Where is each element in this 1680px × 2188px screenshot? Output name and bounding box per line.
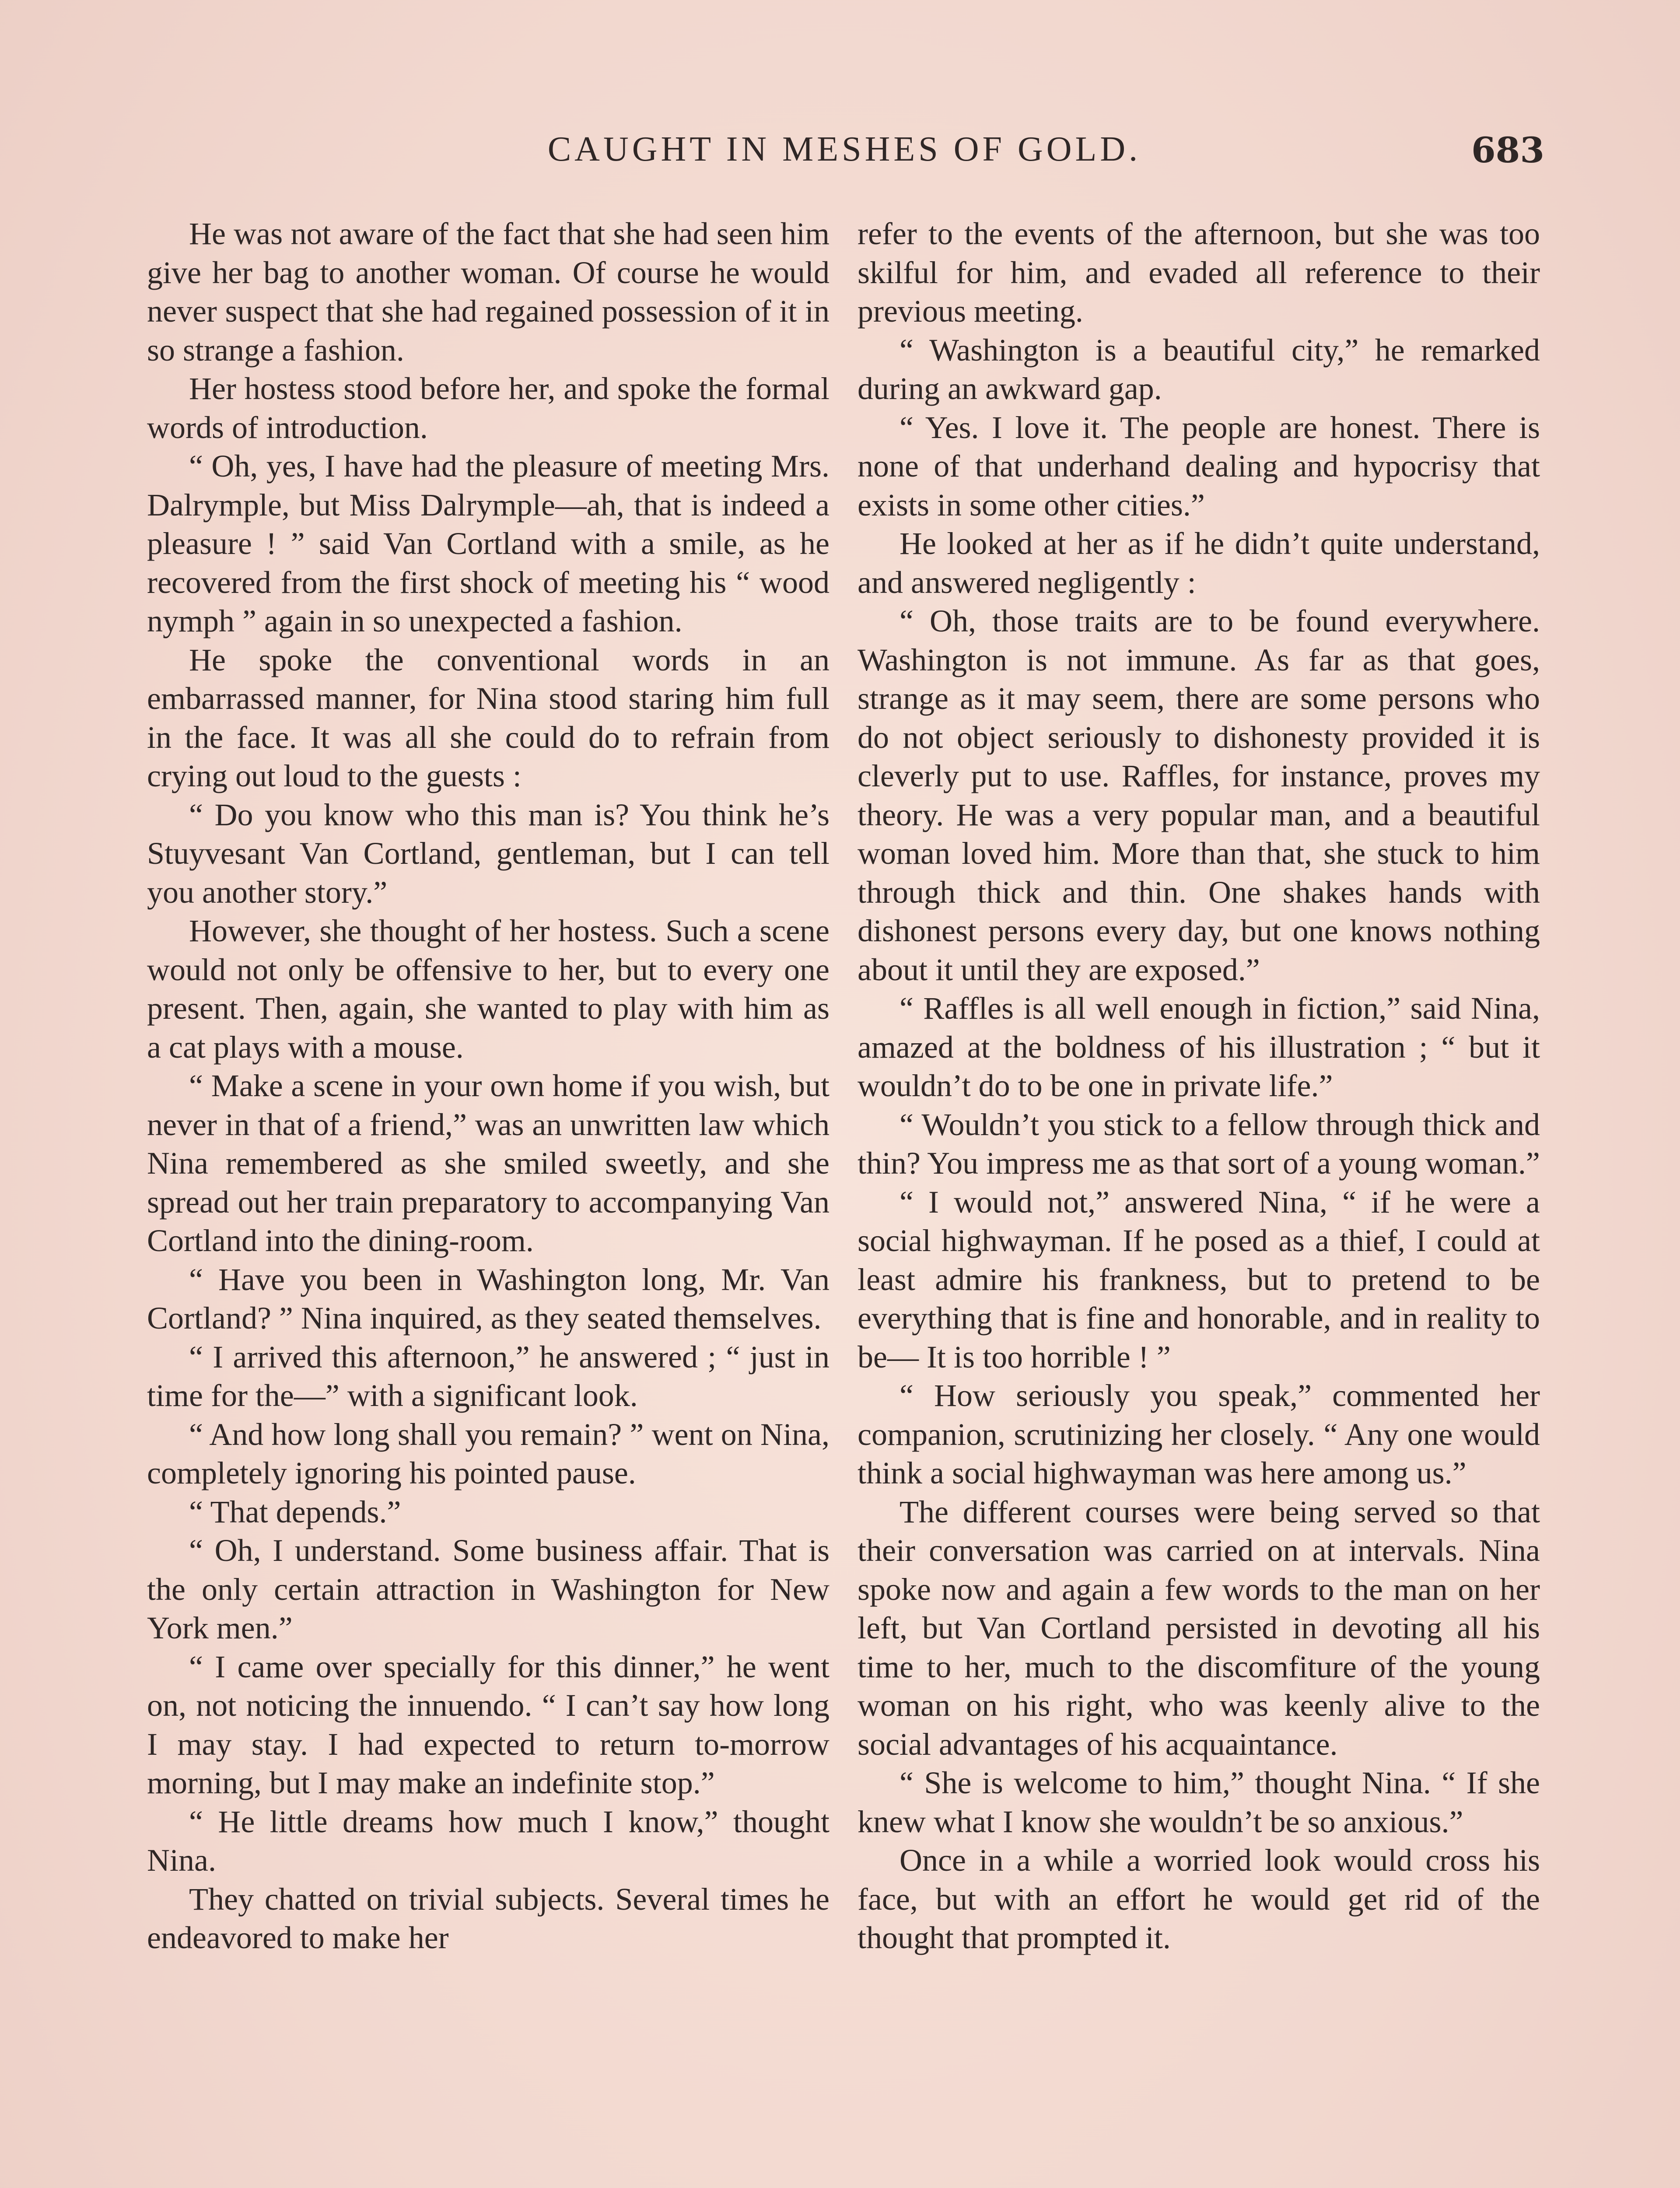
running-title: CAUGHT IN MESHES OF GOLD. — [547, 130, 1141, 168]
paragraph: “ I came over specially for this dinner,” he went on, not noticing the innuendo. “ I can’t say how long I may stay. I had expected to return to-morrow morning, but I may make an indefinite stop.” — [147, 1649, 830, 1800]
paragraph: “ She is welcome to him,” thought Nina. “ If she knew what I know she wouldn’t be so anxious.” — [858, 1765, 1540, 1839]
paragraph: “ I would not,” answered Nina, “ if he were a social highwayman. If he posed as a thief, I could at least admire his frankness, but to pretend to be everything that is fine and honorable, and in reality to be— It is too horrible ! ” — [858, 1184, 1540, 1375]
text-column-right — [858, 214, 1540, 1957]
paragraph: He was not aware of the fact that she had seen him give her bag to another woman. Of course he would never suspect that she had regained possession of it in so strange a fashion. — [147, 216, 830, 368]
page-header — [144, 130, 1544, 178]
page-number: 683 — [1471, 130, 1544, 171]
text-column-left — [147, 214, 830, 1957]
paragraph: “ Make a scene in your own home if you wish, but never in that of a friend,” was an unwritten law which Nina remembered as she smiled sweetly, and she spread out her train preparatory to accompanying Van Cortland into the dining-room. — [147, 1068, 830, 1258]
paragraph: “ He little dreams how much I know,” thought Nina. — [147, 1804, 830, 1878]
paragraph: “ Do you know who this man is? You think he’s Stuyvesant Van Cortland, gentleman, but I can tell you another story.” — [147, 797, 830, 910]
paragraph: “ Have you been in Washington long, Mr. Van Cortland? ” Nina inquired, as they seated themselves. — [147, 1262, 830, 1336]
paragraph: “ Oh, yes, I have had the pleasure of meeting Mrs. Dalrymple, but Miss Dalrymple—ah, that is indeed a pleasure ! ” said Van Cortland with a smile, as he recovered from the first shock of meeting his “ wood nymph ” again in so unexpected a fashion. — [147, 449, 830, 638]
paragraph: He looked at her as if he didn’t quite understand, and answered negligently : — [858, 526, 1540, 600]
paragraph: refer to the events of the afternoon, but she was too skilful for him, and evaded all reference to their previous meeting. — [858, 216, 1540, 329]
paragraph: They chatted on trivial subjects. Several times he endeavored to make her — [147, 1881, 830, 1955]
paragraph: “ Washington is a beautiful city,” he remarked during an awkward gap. — [858, 332, 1540, 406]
paragraph: “ That depends.” — [189, 1494, 401, 1529]
paragraph: “ Oh, I understand. Some business affair. That is the only certain attraction in Washington for New York men.” — [147, 1533, 830, 1645]
paragraph: “ Yes. I love it. The people are honest. There is none of that underhand dealing and hypocrisy that exists in some other cities.” — [858, 410, 1540, 522]
paragraph: “ Wouldn’t you stick to a fellow through thick and thin? You impress me as that sort of a young woman.” — [858, 1107, 1540, 1181]
paragraph: “ And how long shall you remain? ” went on Nina, completely ignoring his pointed pause. — [147, 1417, 830, 1490]
paragraph: “ Oh, those traits are to be found everywhere. Washington is not immune. As far as that goes, strange as it may seem, there are some persons who do not object seriously to dishonesty provided it is cleverly put to use. Raffles, for instance, proves my theory. He was a very popular man, and a beautiful woman loved him. More than that, she stuck to him through thick and thin. One shakes hands with dishonest persons every day, but one knows nothing about it until they are exposed.” — [858, 603, 1540, 987]
paragraph: “ I arrived this afternoon,” he answered ; “ just in time for the—” with a significant look. — [147, 1339, 830, 1413]
paragraph: “ How seriously you speak,” commented her companion, scrutinizing her closely. “ Any one would think a social highwayman was here among us.” — [858, 1378, 1540, 1490]
paragraph: Her hostess stood before her, and spoke the formal words of introduction. — [147, 371, 830, 445]
paragraph: “ Raffles is all well enough in fiction,” said Nina, amazed at the boldness of his illustration ; “ but it wouldn’t do to be one in private life.” — [858, 991, 1540, 1103]
paragraph: The different courses were being served so that their conversation was carried on at intervals. Nina spoke now and again a few words to the man on her left, but Van Cortland persisted in devoting all his time to her, much to the discomfiture of the young woman on his right, who was keenly alive to the social advantages of his acquaintance. — [858, 1494, 1540, 1762]
paragraph: However, she thought of her hostess. Such a scene would not only be offensive to her, but to every one present. Then, again, she wanted to play with him as a cat plays with a mouse. — [147, 913, 830, 1065]
paragraph: He spoke the conventional words in an embarrassed manner, for Nina stood staring him full in the face. It was all she could do to refrain from crying out loud to the guests : — [147, 642, 830, 793]
paragraph: Once in a while a worried look would cross his face, but with an effort he would get rid of the thought that prompted it. — [858, 1843, 1540, 1955]
